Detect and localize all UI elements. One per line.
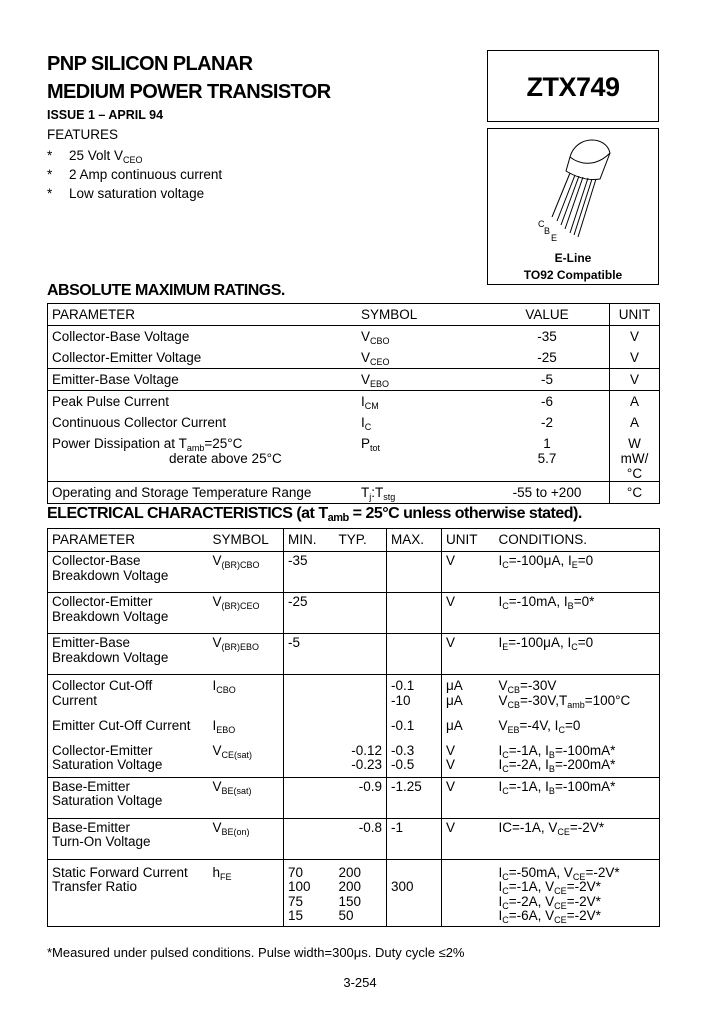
typ-cell: -0.8 bbox=[335, 818, 387, 859]
typ-cell bbox=[335, 675, 387, 711]
package-compat: TO92 Compatible bbox=[523, 268, 623, 282]
header-cell: MIN. bbox=[284, 529, 335, 552]
max-cell: -1 bbox=[387, 818, 442, 859]
unit-cell: A bbox=[610, 412, 660, 433]
symbol-cell: $P_{tot}$ bbox=[361, 436, 381, 453]
value-cell: -25 bbox=[537, 350, 557, 365]
param-cell: Emitter-Base Voltage bbox=[48, 369, 358, 391]
max-cell bbox=[387, 552, 442, 593]
table-row bbox=[48, 859, 660, 926]
typ-cell: -0.9 bbox=[335, 777, 387, 818]
header-cell: PARAMETER bbox=[52, 307, 136, 322]
symbol-cell: $I_{EBO}$ bbox=[212, 718, 236, 735]
table-row bbox=[48, 593, 660, 634]
value-cell: -55 to +200 bbox=[485, 482, 610, 504]
abs-max-table bbox=[47, 303, 660, 504]
table-row bbox=[48, 412, 660, 433]
symbol-cell: $I_C$ bbox=[361, 415, 372, 432]
conditions-cell: $I_C=-10mA$, $I_B=0*$ bbox=[495, 593, 660, 634]
typ-cell bbox=[335, 710, 387, 740]
unit-cell: V bbox=[442, 552, 495, 593]
elec-heading: ELECTRICAL CHARACTERISTICS (at $T_{amb} = 25^\circ C$ unless otherwise stated). bbox=[47, 505, 582, 524]
param-cell: Base-Emitter Turn-On Voltage bbox=[48, 818, 209, 859]
page-number: 3-254 bbox=[343, 975, 377, 990]
symbol-cell: $V_{(BR)CEO}$ bbox=[209, 593, 284, 634]
unit-cell: μA bbox=[442, 710, 495, 740]
symbol-cell: $V_{BE(on)}$ bbox=[209, 818, 284, 859]
header-cell: TYP. bbox=[338, 532, 367, 547]
param-cell: Collector-Base Voltage bbox=[48, 326, 358, 348]
abs-max-heading: ABSOLUTE MAXIMUM RATINGS. bbox=[47, 282, 285, 299]
header-cell: SYMBOL bbox=[212, 532, 269, 547]
symbol-cell: $V_{CE(sat)}$ bbox=[212, 742, 253, 760]
conditions-cell: $V_{EB}=-4V$, $I_C=0$ bbox=[498, 718, 581, 735]
conditions-cell: $I_E=-100\mu A$, $I_C=0$ bbox=[495, 634, 660, 675]
symbol-cell: $h_{FE}$ bbox=[209, 859, 284, 926]
value-cell: -5 bbox=[485, 369, 610, 391]
min-cell bbox=[284, 675, 335, 711]
table-row bbox=[48, 482, 660, 504]
unit-cell: V bbox=[610, 347, 660, 369]
param-cell: Emitter-Base Breakdown Voltage bbox=[48, 634, 209, 675]
symbol-cell: $I_{CBO}$ bbox=[209, 675, 284, 711]
title-line-1: PNP SILICON PLANAR bbox=[47, 53, 253, 75]
table-header-row bbox=[48, 304, 660, 326]
table-header-row bbox=[48, 529, 660, 552]
unit-cell: V bbox=[442, 777, 495, 818]
conditions-cell: IC=-1A, $V_{CE}=-2V*$ bbox=[495, 818, 660, 859]
param-cell: Static Forward Current Transfer Ratio bbox=[48, 859, 209, 926]
table-row bbox=[48, 634, 660, 675]
min-cell bbox=[284, 818, 335, 859]
header-cell: UNIT bbox=[610, 304, 660, 326]
symbol-cell: $V_{CEO}$ bbox=[361, 350, 390, 367]
param-cell: Continuous Collector Current bbox=[52, 415, 227, 430]
pin-b-label: B bbox=[544, 226, 551, 236]
unit-cell: V bbox=[442, 593, 495, 634]
unit-cell: V bbox=[442, 634, 495, 675]
min-cell: 70 100 75 15 bbox=[284, 859, 335, 926]
param-cell: Operating and Storage Temperature Range bbox=[48, 482, 358, 504]
value-cell: 1 5.7 bbox=[537, 436, 557, 466]
param-cell: Power Dissipation at $T_{amb}=25^\circ C$ derate above 25°C bbox=[52, 436, 282, 466]
feature-item: * 2 Amp continuous current bbox=[47, 167, 223, 182]
min-cell bbox=[284, 777, 335, 818]
unit-cell: μA μA bbox=[442, 675, 495, 711]
elec-table bbox=[47, 528, 660, 927]
unit-cell: °C bbox=[610, 482, 660, 504]
package-box bbox=[487, 128, 659, 285]
title-line-2: MEDIUM POWER TRANSISTOR bbox=[47, 81, 331, 103]
feature-item: * Low saturation voltage bbox=[47, 186, 205, 201]
features-label: FEATURES bbox=[47, 127, 119, 142]
symbol-cell: $V_{CBO}$ bbox=[357, 326, 485, 348]
table-row bbox=[48, 433, 660, 482]
table-row bbox=[48, 818, 660, 859]
unit-cell: V V bbox=[442, 740, 495, 778]
param-cell: Collector-Base Breakdown Voltage bbox=[48, 552, 209, 593]
symbol-cell: $V_{EBO}$ bbox=[357, 369, 485, 391]
unit-cell bbox=[442, 859, 495, 926]
feature-item: * 25 Volt $V_{CEO}$ bbox=[47, 148, 143, 165]
header-cell: PARAMETER bbox=[52, 532, 136, 547]
min-cell bbox=[284, 740, 335, 778]
param-cell: Collector-Emitter Breakdown Voltage bbox=[48, 593, 209, 634]
part-number: ZTX749 bbox=[526, 72, 620, 102]
value-cell: -2 bbox=[540, 415, 553, 430]
conditions-cell: $I_C=-100\mu A$, $I_E=0$ bbox=[495, 552, 660, 593]
table-row bbox=[48, 326, 660, 348]
param-cell: Collector-Emitter Saturation Voltage bbox=[52, 742, 163, 772]
header-cell: MAX. bbox=[387, 529, 442, 552]
table-row bbox=[48, 740, 660, 778]
param-cell: Collector Cut-Off Current bbox=[48, 675, 209, 711]
table-row bbox=[48, 675, 660, 711]
header-cell: VALUE bbox=[525, 307, 569, 322]
typ-cell: -0.12 -0.23 bbox=[351, 742, 382, 772]
typ-cell bbox=[335, 593, 387, 634]
conditions-cell: $V_{CB}=-30V$ $V_{CB}=-30V,T_{amb}=100^\circ C$ bbox=[495, 675, 660, 711]
feature-list bbox=[47, 146, 222, 203]
symbol-cell: $V_{(BR)EBO}$ bbox=[209, 634, 284, 675]
max-cell: -0.1 -10 bbox=[387, 675, 442, 711]
pin-c-label: C bbox=[538, 219, 545, 229]
header-cell: SYMBOL bbox=[361, 307, 418, 322]
max-cell bbox=[387, 593, 442, 634]
unit-cell: W mW/°C bbox=[610, 433, 660, 482]
part-number-box bbox=[487, 50, 659, 122]
param-cell: Peak Pulse Current bbox=[48, 391, 358, 413]
max-cell: -0.1 bbox=[387, 710, 442, 740]
symbol-cell: $I_{CM}$ bbox=[357, 391, 485, 413]
max-cell: 300 bbox=[387, 859, 442, 926]
typ-cell: 200 200 150 50 bbox=[335, 859, 387, 926]
symbol-cell: $T_j:T_{stg}$ bbox=[357, 482, 485, 504]
conditions-cell: $I_C=-50mA$, $V_{CE}=-2V*$ $I_C=-1A$, $V_{CE}=-2V*$ $I_C=-2A$, $V_{CE}=-2V*$ $I_C=-6A$, $V_{CE}=-2V*$ bbox=[495, 859, 660, 926]
symbol-cell: $V_{BE(sat)}$ bbox=[209, 777, 284, 818]
pin-e-label: E bbox=[551, 233, 558, 243]
max-cell bbox=[387, 634, 442, 675]
min-cell: -25 bbox=[284, 593, 335, 634]
table-row bbox=[48, 347, 660, 369]
min-cell: -5 bbox=[284, 634, 335, 675]
param-cell: Base-Emitter Saturation Voltage bbox=[48, 777, 209, 818]
footnote: *Measured under pulsed conditions. Pulse width=300μs. Duty cycle ≤2% bbox=[47, 945, 465, 960]
max-cell: -0.3 -0.5 bbox=[387, 740, 442, 778]
table-row bbox=[48, 391, 660, 413]
to92-package-icon bbox=[488, 129, 658, 249]
table-row bbox=[48, 369, 660, 391]
header-cell: UNIT bbox=[442, 529, 495, 552]
unit-cell: V bbox=[610, 369, 660, 391]
typ-cell bbox=[335, 634, 387, 675]
max-cell: -1.25 bbox=[387, 777, 442, 818]
unit-cell: A bbox=[610, 391, 660, 413]
table-row bbox=[48, 552, 660, 593]
min-cell bbox=[284, 710, 335, 740]
table-row bbox=[48, 710, 660, 740]
package-name: E-Line bbox=[554, 251, 592, 265]
header-cell: CONDITIONS. bbox=[498, 532, 588, 547]
unit-cell: V bbox=[442, 818, 495, 859]
param-cell: Emitter Cut-Off Current bbox=[52, 718, 191, 733]
conditions-cell: $I_C=-1A$, $I_B=-100mA*$ bbox=[495, 777, 660, 818]
typ-cell bbox=[335, 552, 387, 593]
issue-label: ISSUE 1 – APRIL 94 bbox=[47, 108, 164, 122]
value-cell: -35 bbox=[485, 326, 610, 348]
value-cell: -6 bbox=[485, 391, 610, 413]
min-cell: -35 bbox=[284, 552, 335, 593]
conditions-cell: $I_C=-1A$, $I_B=-100mA*$ $I_C=-2A$, $I_B=-200mA*$ bbox=[498, 742, 616, 774]
symbol-cell: $V_{(BR)CBO}$ bbox=[209, 552, 284, 593]
table-row bbox=[48, 777, 660, 818]
unit-cell: V bbox=[610, 326, 660, 348]
param-cell: Collector-Emitter Voltage bbox=[52, 350, 202, 365]
